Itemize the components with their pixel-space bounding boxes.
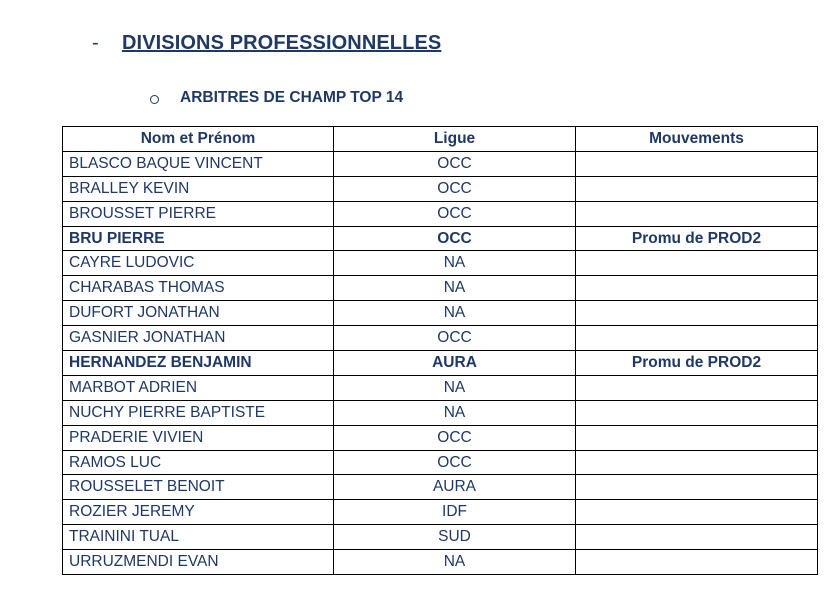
table-row — [63, 201, 818, 226]
cell-ligue: OCC — [334, 201, 576, 226]
cell-name: CAYRE LUDOVIC — [63, 251, 334, 276]
subsection-heading — [150, 89, 403, 107]
cell-mouvements — [576, 251, 818, 276]
cell-name: BRU PIERRE — [63, 226, 334, 251]
cell-ligue: NA — [334, 550, 576, 575]
table-row — [63, 301, 818, 326]
table-row — [63, 525, 818, 550]
table-row — [63, 226, 818, 251]
table-row — [63, 176, 818, 201]
cell-mouvements — [576, 151, 818, 176]
cell-name: ROUSSELET BENOIT — [63, 475, 334, 500]
cell-mouvements — [576, 176, 818, 201]
cell-mouvements — [576, 400, 818, 425]
table-header-row — [63, 127, 818, 152]
table-row — [63, 550, 818, 575]
cell-mouvements — [576, 276, 818, 301]
cell-mouvements: Promu de PROD2 — [576, 226, 818, 251]
cell-name: NUCHY PIERRE BAPTISTE — [63, 400, 334, 425]
table-row — [63, 400, 818, 425]
table-row — [63, 251, 818, 276]
cell-name: PRADERIE VIVIEN — [63, 425, 334, 450]
table-row — [63, 326, 818, 351]
cell-mouvements — [576, 301, 818, 326]
cell-ligue: SUD — [334, 525, 576, 550]
circle-bullet-icon — [150, 95, 159, 104]
cell-mouvements: Promu de PROD2 — [576, 351, 818, 376]
cell-ligue: OCC — [334, 176, 576, 201]
cell-ligue: OCC — [334, 425, 576, 450]
cell-mouvements — [576, 425, 818, 450]
cell-ligue: AURA — [334, 351, 576, 376]
cell-ligue: NA — [334, 301, 576, 326]
cell-ligue: AURA — [334, 475, 576, 500]
subsection-title: ARBITRES DE CHAMP TOP 14 — [180, 89, 404, 106]
cell-ligue: NA — [334, 251, 576, 276]
cell-ligue: OCC — [334, 226, 576, 251]
list-dash: - — [92, 32, 99, 54]
cell-name: CHARABAS THOMAS — [63, 276, 334, 301]
table-row — [63, 425, 818, 450]
cell-ligue: OCC — [334, 151, 576, 176]
cell-name: GASNIER JONATHAN — [63, 326, 334, 351]
table-row — [63, 450, 818, 475]
cell-mouvements — [576, 201, 818, 226]
table-row — [63, 475, 818, 500]
cell-ligue: OCC — [334, 450, 576, 475]
cell-name: RAMOS LUC — [63, 450, 334, 475]
cell-ligue: OCC — [334, 326, 576, 351]
cell-mouvements — [576, 550, 818, 575]
cell-name: MARBOT ADRIEN — [63, 375, 334, 400]
cell-mouvements — [576, 475, 818, 500]
cell-mouvements — [576, 450, 818, 475]
table-row — [63, 276, 818, 301]
cell-ligue: NA — [334, 375, 576, 400]
cell-name: HERNANDEZ BENJAMIN — [63, 351, 334, 376]
cell-name: BLASCO BAQUE VINCENT — [63, 151, 334, 176]
cell-mouvements — [576, 375, 818, 400]
cell-mouvements — [576, 525, 818, 550]
column-header-mouvements: Mouvements — [576, 127, 818, 152]
cell-name: BROUSSET PIERRE — [63, 201, 334, 226]
table-row — [63, 500, 818, 525]
cell-mouvements — [576, 326, 818, 351]
cell-name: DUFORT JONATHAN — [63, 301, 334, 326]
cell-mouvements — [576, 500, 818, 525]
referees-table — [62, 126, 818, 575]
cell-name: URRUZMENDI EVAN — [63, 550, 334, 575]
column-header-ligue: Ligue — [334, 127, 576, 152]
cell-name: TRAININI TUAL — [63, 525, 334, 550]
table-row — [63, 151, 818, 176]
table-row — [63, 375, 818, 400]
cell-name: BRALLEY KEVIN — [63, 176, 334, 201]
section-heading — [92, 32, 441, 55]
cell-ligue: NA — [334, 400, 576, 425]
cell-ligue: NA — [334, 276, 576, 301]
cell-name: ROZIER JEREMY — [63, 500, 334, 525]
table-row — [63, 351, 818, 376]
section-title: DIVISIONS PROFESSIONNELLES — [122, 32, 442, 54]
column-header-name: Nom et Prénom — [63, 127, 334, 152]
cell-ligue: IDF — [334, 500, 576, 525]
